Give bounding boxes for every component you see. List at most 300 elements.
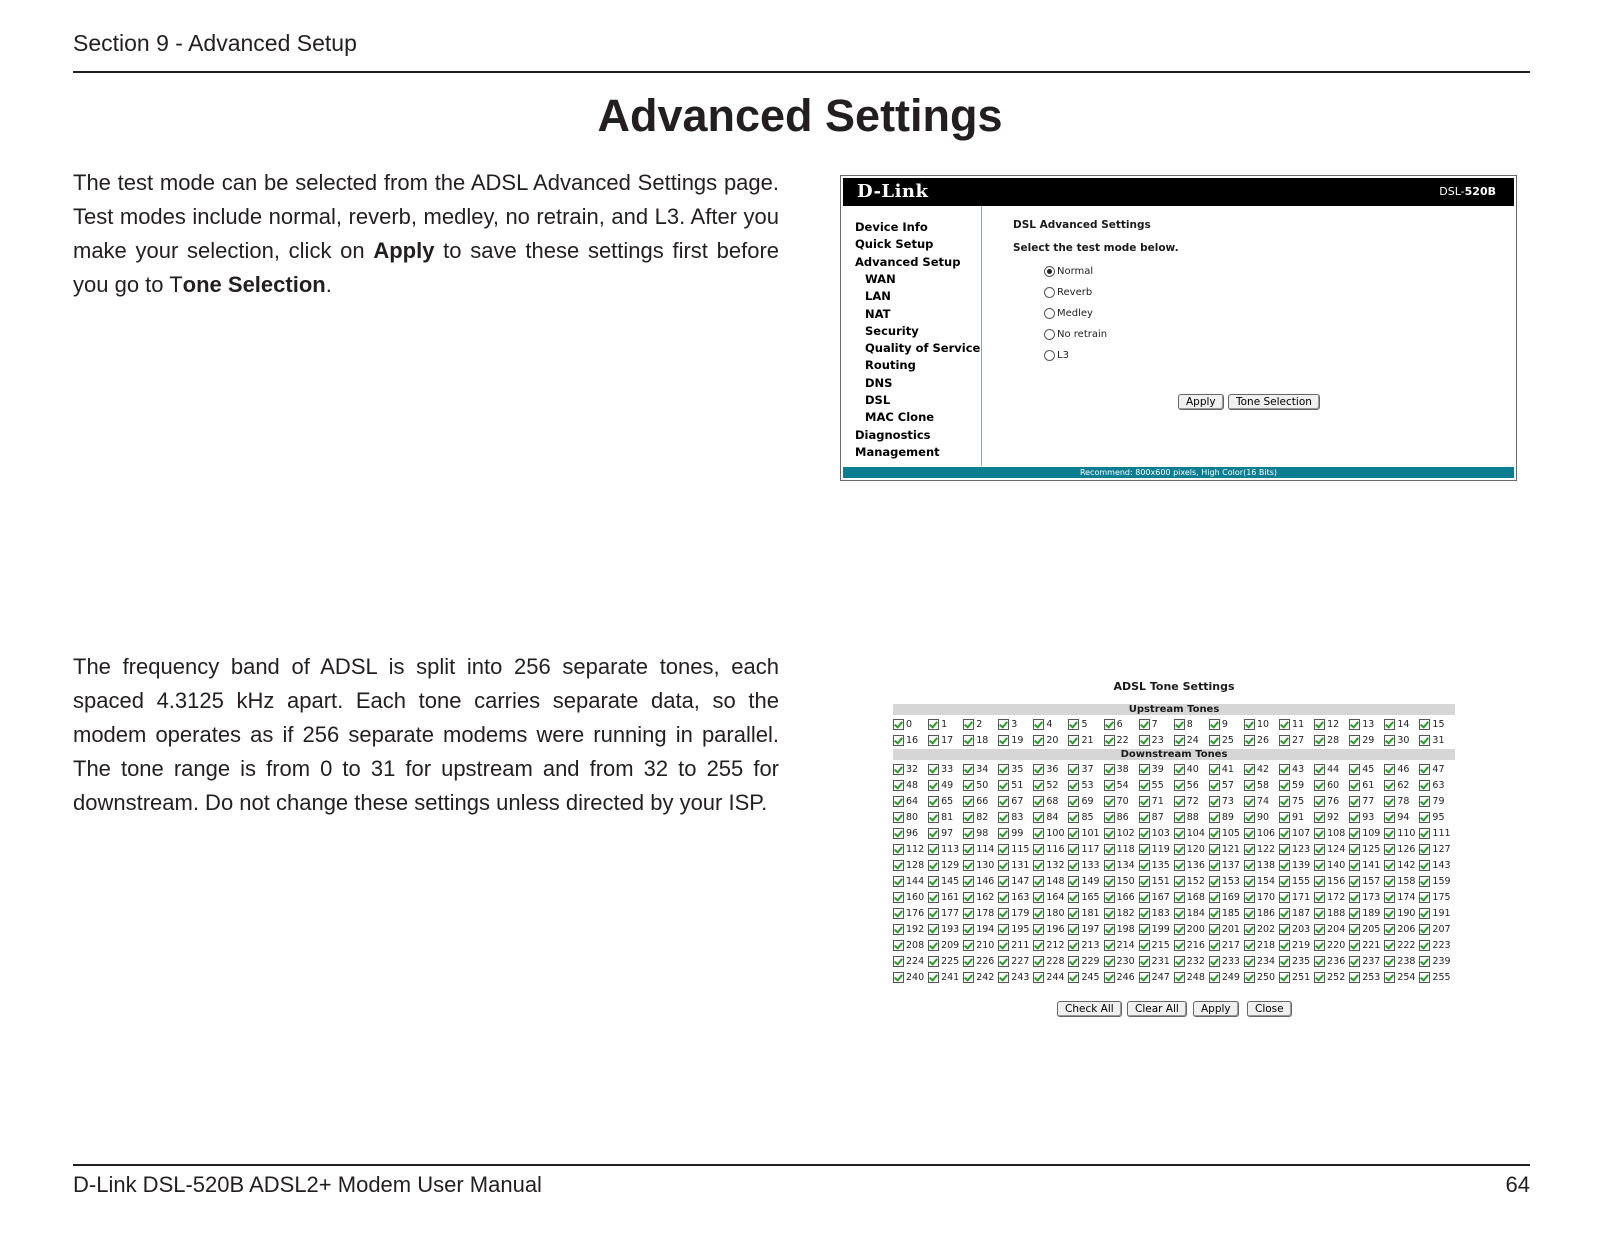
tone-49[interactable] <box>928 777 963 793</box>
tone-29[interactable] <box>1349 732 1384 748</box>
tone-checkbox[interactable] <box>998 828 1009 839</box>
tone-13[interactable] <box>1349 716 1384 732</box>
tone-checkbox[interactable] <box>1139 908 1150 919</box>
router-apply-button[interactable]: Apply <box>1178 394 1224 410</box>
tone-220[interactable] <box>1314 937 1349 953</box>
tone-checkbox[interactable] <box>1139 796 1150 807</box>
tone-checkbox[interactable] <box>1384 735 1395 746</box>
tone-190[interactable] <box>1384 905 1419 921</box>
tone-33[interactable] <box>928 761 963 777</box>
tone-102[interactable] <box>1104 825 1139 841</box>
tone-checkbox[interactable] <box>1279 844 1290 855</box>
tone-checkbox[interactable] <box>1033 908 1044 919</box>
tone-44[interactable] <box>1314 761 1349 777</box>
tone-111[interactable] <box>1419 825 1454 841</box>
tone-54[interactable] <box>1104 777 1139 793</box>
tone-checkbox[interactable] <box>963 796 974 807</box>
tone-28[interactable] <box>1314 732 1349 748</box>
tone-checkbox[interactable] <box>963 844 974 855</box>
tone-checkbox[interactable] <box>1279 908 1290 919</box>
tone-169[interactable] <box>1209 889 1244 905</box>
close-button[interactable]: Close <box>1247 1001 1292 1017</box>
tone-48[interactable] <box>893 777 928 793</box>
tone-230[interactable] <box>1104 953 1139 969</box>
tone-checkbox[interactable] <box>1279 860 1290 871</box>
tone-checkbox[interactable] <box>1244 796 1255 807</box>
tone-checkbox[interactable] <box>893 972 904 983</box>
tone-checkbox[interactable] <box>1139 860 1150 871</box>
tone-checkbox[interactable] <box>963 892 974 903</box>
nav-item-wan[interactable]: WAN <box>865 271 896 286</box>
tone-checkbox[interactable] <box>1314 735 1325 746</box>
tone-checkbox[interactable] <box>1104 719 1115 730</box>
tone-185[interactable] <box>1209 905 1244 921</box>
tone-checkbox[interactable] <box>1384 876 1395 887</box>
tone-checkbox[interactable] <box>1349 764 1360 775</box>
tone-82[interactable] <box>963 809 998 825</box>
tone-241[interactable] <box>928 969 963 985</box>
tone-234[interactable] <box>1244 953 1279 969</box>
tone-136[interactable] <box>1174 857 1209 873</box>
radio-button[interactable] <box>1044 287 1055 298</box>
tone-checkbox[interactable] <box>1068 828 1079 839</box>
tone-checkbox[interactable] <box>1384 780 1395 791</box>
tone-checkbox[interactable] <box>963 764 974 775</box>
tone-checkbox[interactable] <box>928 828 939 839</box>
tone-252[interactable] <box>1314 969 1349 985</box>
tone-58[interactable] <box>1244 777 1279 793</box>
tone-233[interactable] <box>1209 953 1244 969</box>
tone-checkbox[interactable] <box>1349 719 1360 730</box>
tone-checkbox[interactable] <box>1174 956 1185 967</box>
tone-188[interactable] <box>1314 905 1349 921</box>
tone-checkbox[interactable] <box>1314 828 1325 839</box>
tone-97[interactable] <box>928 825 963 841</box>
tone-checkbox[interactable] <box>1209 844 1220 855</box>
tone-checkbox[interactable] <box>1033 764 1044 775</box>
tone-171[interactable] <box>1279 889 1314 905</box>
tone-checkbox[interactable] <box>1104 892 1115 903</box>
tone-checkbox[interactable] <box>1104 828 1115 839</box>
tone-checkbox[interactable] <box>1244 876 1255 887</box>
tone-79[interactable] <box>1419 793 1454 809</box>
tone-checkbox[interactable] <box>1139 876 1150 887</box>
tone-68[interactable] <box>1033 793 1068 809</box>
tone-46[interactable] <box>1384 761 1419 777</box>
tone-103[interactable] <box>1139 825 1174 841</box>
tone-checkbox[interactable] <box>1174 780 1185 791</box>
tone-checkbox[interactable] <box>998 780 1009 791</box>
tone-224[interactable] <box>893 953 928 969</box>
tone-73[interactable] <box>1209 793 1244 809</box>
tone-checkbox[interactable] <box>1384 812 1395 823</box>
tone-checkbox[interactable] <box>1209 892 1220 903</box>
tone-checkbox[interactable] <box>1279 780 1290 791</box>
tone-checkbox[interactable] <box>1314 924 1325 935</box>
tone-99[interactable] <box>998 825 1033 841</box>
tone-64[interactable] <box>893 793 928 809</box>
tone-34[interactable] <box>963 761 998 777</box>
tone-checkbox[interactable] <box>998 719 1009 730</box>
tone-checkbox[interactable] <box>928 940 939 951</box>
tone-228[interactable] <box>1033 953 1068 969</box>
tone-180[interactable] <box>1033 905 1068 921</box>
tone-226[interactable] <box>963 953 998 969</box>
tone-checkbox[interactable] <box>1174 860 1185 871</box>
tone-checkbox[interactable] <box>998 860 1009 871</box>
tone-checkbox[interactable] <box>1174 876 1185 887</box>
tone-checkbox[interactable] <box>893 924 904 935</box>
tone-checkbox[interactable] <box>1349 796 1360 807</box>
tone-47[interactable] <box>1419 761 1454 777</box>
tone-84[interactable] <box>1033 809 1068 825</box>
tone-198[interactable] <box>1104 921 1139 937</box>
tone-248[interactable] <box>1174 969 1209 985</box>
tone-161[interactable] <box>928 889 963 905</box>
tone-129[interactable] <box>928 857 963 873</box>
tone-checkbox[interactable] <box>1068 860 1079 871</box>
tone-checkbox[interactable] <box>1068 892 1079 903</box>
tone-checkbox[interactable] <box>1244 828 1255 839</box>
tone-checkbox[interactable] <box>1033 876 1044 887</box>
tone-checkbox[interactable] <box>1349 972 1360 983</box>
tone-checkbox[interactable] <box>893 860 904 871</box>
tone-32[interactable] <box>893 761 928 777</box>
tone-checkbox[interactable] <box>1314 812 1325 823</box>
tone-131[interactable] <box>998 857 1033 873</box>
tone-checkbox[interactable] <box>963 940 974 951</box>
tone-147[interactable] <box>998 873 1033 889</box>
tone-checkbox[interactable] <box>1349 828 1360 839</box>
tone-checkbox[interactable] <box>928 860 939 871</box>
tone-checkbox[interactable] <box>1384 796 1395 807</box>
tone-212[interactable] <box>1033 937 1068 953</box>
tone-checkbox[interactable] <box>1104 812 1115 823</box>
tone-156[interactable] <box>1314 873 1349 889</box>
tone-63[interactable] <box>1419 777 1454 793</box>
tone-checkbox[interactable] <box>963 719 974 730</box>
tone-checkbox[interactable] <box>1068 735 1079 746</box>
tone-checkbox[interactable] <box>1209 972 1220 983</box>
tone-checkbox[interactable] <box>1244 956 1255 967</box>
tone-22[interactable] <box>1104 732 1139 748</box>
tone-checkbox[interactable] <box>1174 828 1185 839</box>
nav-item-dns[interactable]: DNS <box>865 375 893 390</box>
tone-checkbox[interactable] <box>1174 812 1185 823</box>
tone-20[interactable] <box>1033 732 1068 748</box>
tone-checkbox[interactable] <box>1104 956 1115 967</box>
tone-checkbox[interactable] <box>1068 972 1079 983</box>
tone-checkbox[interactable] <box>1349 844 1360 855</box>
tone-72[interactable] <box>1174 793 1209 809</box>
tone-123[interactable] <box>1279 841 1314 857</box>
tone-160[interactable] <box>893 889 928 905</box>
tone-checkbox[interactable] <box>928 844 939 855</box>
check-all-button[interactable]: Check All <box>1057 1001 1122 1017</box>
radio-button[interactable] <box>1044 329 1055 340</box>
tone-checkbox[interactable] <box>1104 972 1115 983</box>
tone-195[interactable] <box>998 921 1033 937</box>
tone-209[interactable] <box>928 937 963 953</box>
tone-166[interactable] <box>1104 889 1139 905</box>
tone-55[interactable] <box>1139 777 1174 793</box>
tone-7[interactable] <box>1139 716 1174 732</box>
tone-128[interactable] <box>893 857 928 873</box>
tone-checkbox[interactable] <box>1209 956 1220 967</box>
tone-192[interactable] <box>893 921 928 937</box>
tone-checkbox[interactable] <box>1244 908 1255 919</box>
tone-165[interactable] <box>1068 889 1103 905</box>
tone-checkbox[interactable] <box>928 796 939 807</box>
tone-checkbox[interactable] <box>1104 876 1115 887</box>
tone-checkbox[interactable] <box>1139 892 1150 903</box>
tone-checkbox[interactable] <box>928 735 939 746</box>
tone-checkbox[interactable] <box>1314 876 1325 887</box>
tone-checkbox[interactable] <box>1209 812 1220 823</box>
tone-121[interactable] <box>1209 841 1244 857</box>
tone-38[interactable] <box>1104 761 1139 777</box>
nav-item-dsl[interactable]: DSL <box>865 393 891 407</box>
tone-206[interactable] <box>1384 921 1419 937</box>
tone-65[interactable] <box>928 793 963 809</box>
tone-126[interactable] <box>1384 841 1419 857</box>
tone-checkbox[interactable] <box>998 796 1009 807</box>
tone-214[interactable] <box>1104 937 1139 953</box>
tone-checkbox[interactable] <box>928 972 939 983</box>
tone-181[interactable] <box>1068 905 1103 921</box>
tone-checkbox[interactable] <box>1349 892 1360 903</box>
tone-208[interactable] <box>893 937 928 953</box>
tone-checkbox[interactable] <box>1244 844 1255 855</box>
tone-checkbox[interactable] <box>1174 796 1185 807</box>
tone-checkbox[interactable] <box>1104 940 1115 951</box>
tone-checkbox[interactable] <box>1349 924 1360 935</box>
tone-59[interactable] <box>1279 777 1314 793</box>
tone-checkbox[interactable] <box>1104 735 1115 746</box>
tone-checkbox[interactable] <box>1314 940 1325 951</box>
tone-checkbox[interactable] <box>963 860 974 871</box>
tone-checkbox[interactable] <box>1068 764 1079 775</box>
tone-144[interactable] <box>893 873 928 889</box>
tone-14[interactable] <box>1384 716 1419 732</box>
tone-117[interactable] <box>1068 841 1103 857</box>
tone-checkbox[interactable] <box>963 780 974 791</box>
tone-checkbox[interactable] <box>1139 812 1150 823</box>
tone-checkbox[interactable] <box>1279 828 1290 839</box>
tone-95[interactable] <box>1419 809 1454 825</box>
tone-checkbox[interactable] <box>893 735 904 746</box>
tone-104[interactable] <box>1174 825 1209 841</box>
tone-checkbox[interactable] <box>1384 940 1395 951</box>
tone-243[interactable] <box>998 969 1033 985</box>
tone-apply-button[interactable]: Apply <box>1193 1001 1239 1017</box>
tone-checkbox[interactable] <box>1139 924 1150 935</box>
tone-174[interactable] <box>1384 889 1419 905</box>
tone-182[interactable] <box>1104 905 1139 921</box>
tone-checkbox[interactable] <box>1279 972 1290 983</box>
tone-90[interactable] <box>1244 809 1279 825</box>
tone-checkbox[interactable] <box>1174 844 1185 855</box>
tone-141[interactable] <box>1349 857 1384 873</box>
mode-option-reverb[interactable] <box>1044 287 1092 298</box>
tone-checkbox[interactable] <box>1349 812 1360 823</box>
tone-130[interactable] <box>963 857 998 873</box>
tone-24[interactable] <box>1174 732 1209 748</box>
tone-0[interactable] <box>893 716 928 732</box>
tone-115[interactable] <box>998 841 1033 857</box>
tone-159[interactable] <box>1419 873 1454 889</box>
nav-item-security[interactable]: Security <box>865 323 919 338</box>
tone-checkbox[interactable] <box>1174 908 1185 919</box>
tone-239[interactable] <box>1419 953 1454 969</box>
clear-all-button[interactable]: Clear All <box>1127 1001 1187 1017</box>
tone-checkbox[interactable] <box>893 812 904 823</box>
tone-179[interactable] <box>998 905 1033 921</box>
tone-checkbox[interactable] <box>1209 764 1220 775</box>
tone-18[interactable] <box>963 732 998 748</box>
tone-56[interactable] <box>1174 777 1209 793</box>
tone-108[interactable] <box>1314 825 1349 841</box>
tone-5[interactable] <box>1068 716 1103 732</box>
tone-86[interactable] <box>1104 809 1139 825</box>
tone-checkbox[interactable] <box>1349 860 1360 871</box>
tone-checkbox[interactable] <box>1174 892 1185 903</box>
tone-checkbox[interactable] <box>998 735 1009 746</box>
mode-option-no-retrain[interactable] <box>1044 329 1107 340</box>
tone-215[interactable] <box>1139 937 1174 953</box>
tone-138[interactable] <box>1244 857 1279 873</box>
tone-16[interactable] <box>893 732 928 748</box>
nav-item-advanced-setup[interactable]: Advanced Setup <box>855 254 961 269</box>
tone-154[interactable] <box>1244 873 1279 889</box>
tone-checkbox[interactable] <box>1033 796 1044 807</box>
nav-item-diagnostics[interactable]: Diagnostics <box>855 427 931 442</box>
tone-199[interactable] <box>1139 921 1174 937</box>
tone-57[interactable] <box>1209 777 1244 793</box>
tone-143[interactable] <box>1419 857 1454 873</box>
tone-checkbox[interactable] <box>893 956 904 967</box>
tone-94[interactable] <box>1384 809 1419 825</box>
radio-button[interactable] <box>1044 350 1055 361</box>
tone-6[interactable] <box>1104 716 1139 732</box>
tone-30[interactable] <box>1384 732 1419 748</box>
tone-85[interactable] <box>1068 809 1103 825</box>
tone-checkbox[interactable] <box>1104 908 1115 919</box>
tone-checkbox[interactable] <box>1314 796 1325 807</box>
tone-127[interactable] <box>1419 841 1454 857</box>
tone-19[interactable] <box>998 732 1033 748</box>
tone-checkbox[interactable] <box>1244 780 1255 791</box>
tone-checkbox[interactable] <box>1033 924 1044 935</box>
tone-152[interactable] <box>1174 873 1209 889</box>
tone-158[interactable] <box>1384 873 1419 889</box>
tone-225[interactable] <box>928 953 963 969</box>
tone-checkbox[interactable] <box>1033 956 1044 967</box>
tone-checkbox[interactable] <box>1419 860 1430 871</box>
nav-item-device-info[interactable]: Device Info <box>855 220 928 234</box>
tone-checkbox[interactable] <box>1314 764 1325 775</box>
tone-checkbox[interactable] <box>1139 719 1150 730</box>
tone-checkbox[interactable] <box>1349 956 1360 967</box>
tone-checkbox[interactable] <box>1033 719 1044 730</box>
tone-98[interactable] <box>963 825 998 841</box>
tone-132[interactable] <box>1033 857 1068 873</box>
tone-checkbox[interactable] <box>1279 876 1290 887</box>
tone-122[interactable] <box>1244 841 1279 857</box>
tone-229[interactable] <box>1068 953 1103 969</box>
tone-15[interactable] <box>1419 716 1454 732</box>
tone-8[interactable] <box>1174 716 1209 732</box>
tone-23[interactable] <box>1139 732 1174 748</box>
tone-checkbox[interactable] <box>963 876 974 887</box>
tone-213[interactable] <box>1068 937 1103 953</box>
tone-checkbox[interactable] <box>893 828 904 839</box>
tone-120[interactable] <box>1174 841 1209 857</box>
tone-checkbox[interactable] <box>1244 860 1255 871</box>
tone-checkbox[interactable] <box>1209 924 1220 935</box>
tone-251[interactable] <box>1279 969 1314 985</box>
mode-option-medley[interactable] <box>1044 308 1093 319</box>
tone-checkbox[interactable] <box>1384 924 1395 935</box>
tone-checkbox[interactable] <box>998 940 1009 951</box>
tone-210[interactable] <box>963 937 998 953</box>
tone-checkbox[interactable] <box>1068 876 1079 887</box>
tone-91[interactable] <box>1279 809 1314 825</box>
tone-checkbox[interactable] <box>1419 796 1430 807</box>
tone-155[interactable] <box>1279 873 1314 889</box>
tone-checkbox[interactable] <box>1209 719 1220 730</box>
tone-checkbox[interactable] <box>1314 908 1325 919</box>
tone-checkbox[interactable] <box>1068 956 1079 967</box>
tone-checkbox[interactable] <box>1384 956 1395 967</box>
tone-254[interactable] <box>1384 969 1419 985</box>
tone-247[interactable] <box>1139 969 1174 985</box>
tone-137[interactable] <box>1209 857 1244 873</box>
tone-60[interactable] <box>1314 777 1349 793</box>
tone-39[interactable] <box>1139 761 1174 777</box>
tone-204[interactable] <box>1314 921 1349 937</box>
tone-checkbox[interactable] <box>893 780 904 791</box>
tone-253[interactable] <box>1349 969 1384 985</box>
tone-checkbox[interactable] <box>1314 892 1325 903</box>
tone-checkbox[interactable] <box>1139 764 1150 775</box>
tone-119[interactable] <box>1139 841 1174 857</box>
tone-checkbox[interactable] <box>1279 924 1290 935</box>
tone-36[interactable] <box>1033 761 1068 777</box>
tone-202[interactable] <box>1244 921 1279 937</box>
tone-checkbox[interactable] <box>1033 735 1044 746</box>
tone-184[interactable] <box>1174 905 1209 921</box>
tone-checkbox[interactable] <box>928 908 939 919</box>
mode-option-l3[interactable] <box>1044 350 1069 361</box>
tone-checkbox[interactable] <box>1033 940 1044 951</box>
tone-checkbox[interactable] <box>1349 735 1360 746</box>
tone-250[interactable] <box>1244 969 1279 985</box>
tone-checkbox[interactable] <box>1314 860 1325 871</box>
tone-101[interactable] <box>1068 825 1103 841</box>
tone-25[interactable] <box>1209 732 1244 748</box>
tone-43[interactable] <box>1279 761 1314 777</box>
tone-157[interactable] <box>1349 873 1384 889</box>
tone-checkbox[interactable] <box>1349 780 1360 791</box>
tone-236[interactable] <box>1314 953 1349 969</box>
tone-checkbox[interactable] <box>1349 908 1360 919</box>
tone-checkbox[interactable] <box>1419 876 1430 887</box>
tone-216[interactable] <box>1174 937 1209 953</box>
tone-246[interactable] <box>1104 969 1139 985</box>
tone-checkbox[interactable] <box>928 764 939 775</box>
tone-checkbox[interactable] <box>1384 719 1395 730</box>
